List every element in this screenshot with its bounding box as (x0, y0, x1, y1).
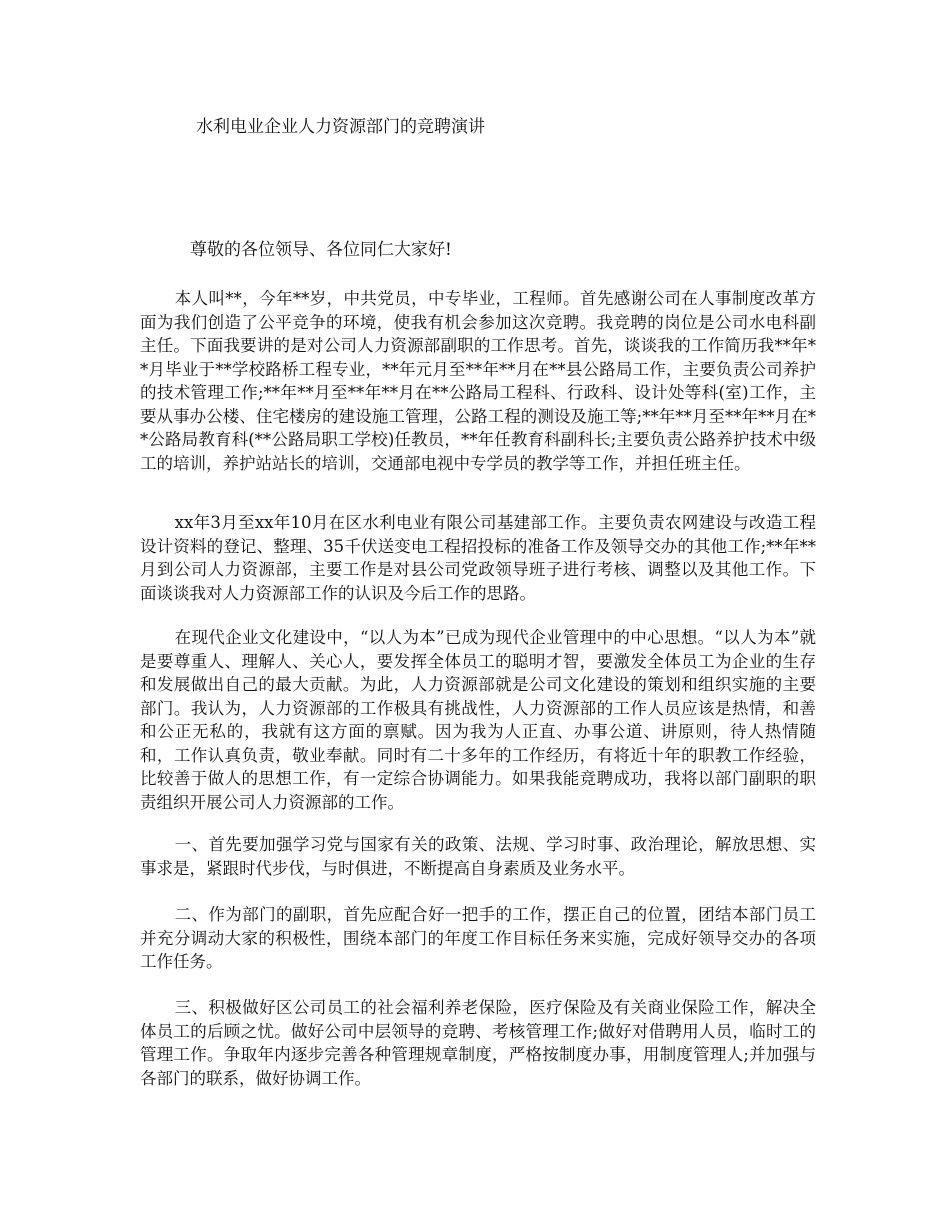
paragraph: 在现代企业文化建设中，“以人为本”已成为现代企业管理中的中心思想。“以人为本”就是要尊重人、理解人、关心人，要发挥全体员工的聪明才智，要激发全体员工为企业的生存和发展做出自己的最大贡献。为此，人力资源部就是公司文化建设的策划和组织实施的主要部门。我认为，人力资源部的工作极具有挑战性，人力资源部的工作人员应该是热情，和善和公正无私的，我就有这方面的禀赋。因为我为人正直、办事公道、讲原则，待人热情随和，工作认真负责，敬业奉献。同时有二十多年的工作经历，有将近十年的职教工作经验，比较善于做人的思想工作，有一定综合协调能力。如果我能竞聘成功，我将以部门副职的职责组织开展公司人力资源部的工作。 (140, 628, 816, 812)
paragraph: 三、积极做好区公司员工的社会福利养老保险，医疗保险及有关商业保险工作，解决全体员工的后顾之忧。做好公司中层领导的竞聘、考核管理工作;做好对借聘用人员，临时工的管理工作。争取年内逐步完善各种管理规章制度，严格按制度办事，用制度管理人;并加强与各部门的联系，做好协调工作。 (140, 998, 816, 1088)
paragraph: 一、首先要加强学习党与国家有关的政策、法规、学习时事、政治理论，解放思想、实事求是，紧跟时代步伐，与时俱进，不断提高自身素质及业务水平。 (140, 835, 816, 878)
greeting: 尊敬的各位领导、各位同仁大家好! (190, 240, 452, 260)
paragraph: xx年3月至xx年10月在区水利电业有限公司基建部工作。主要负责农网建设与改造工程设计资料的登记、整理、35千伏送变电工程招投标的准备工作及领导交办的其他工作;**年**月到公司人力资源部，主要工作是对县公司党政领导班子进行考核、调整以及其他工作。下面谈谈我对人力资源部工作的认识及今后工作的思路。 (140, 513, 816, 603)
document-title: 水利电业企业人力资源部门的竞聘演讲 (196, 117, 485, 137)
paragraph: 本人叫**，今年**岁，中共党员，中专毕业，工程师。首先感谢公司在人事制度改革方面为我们创造了公平竞争的环境，使我有机会参加这次竞聘。我竞聘的岗位是公司水电科副主任。下面我要讲的是对公司人力资源部副职的工作思考。首先，谈谈我的工作简历我**年**月毕业于**学校路桥工程专业，**年元月至**年**月在**县公路局工作，主要负责公司养护的技术管理工作;**年**月至**年**月在**公路局工程科、行政科、设计处等科(室)工作，主要从事办公楼、住宅楼房的建设施工管理，公路工程的测设及施工等;**年**月至**年**月在**公路局教育科(**公路局职工学校)任教员，**年任教育科副科长;主要负责公路养护技术中级工的培训，养护站站长的培训，交通部电视中专学员的教学等工作，并担任班主任。 (140, 289, 816, 473)
paragraph: 二、作为部门的副职，首先应配合好一把手的工作，摆正自己的位置，团结本部门员工并充分调动大家的积极性，围绕本部门的年度工作目标任务来实施，完成好领导交办的各项工作任务。 (140, 905, 816, 971)
